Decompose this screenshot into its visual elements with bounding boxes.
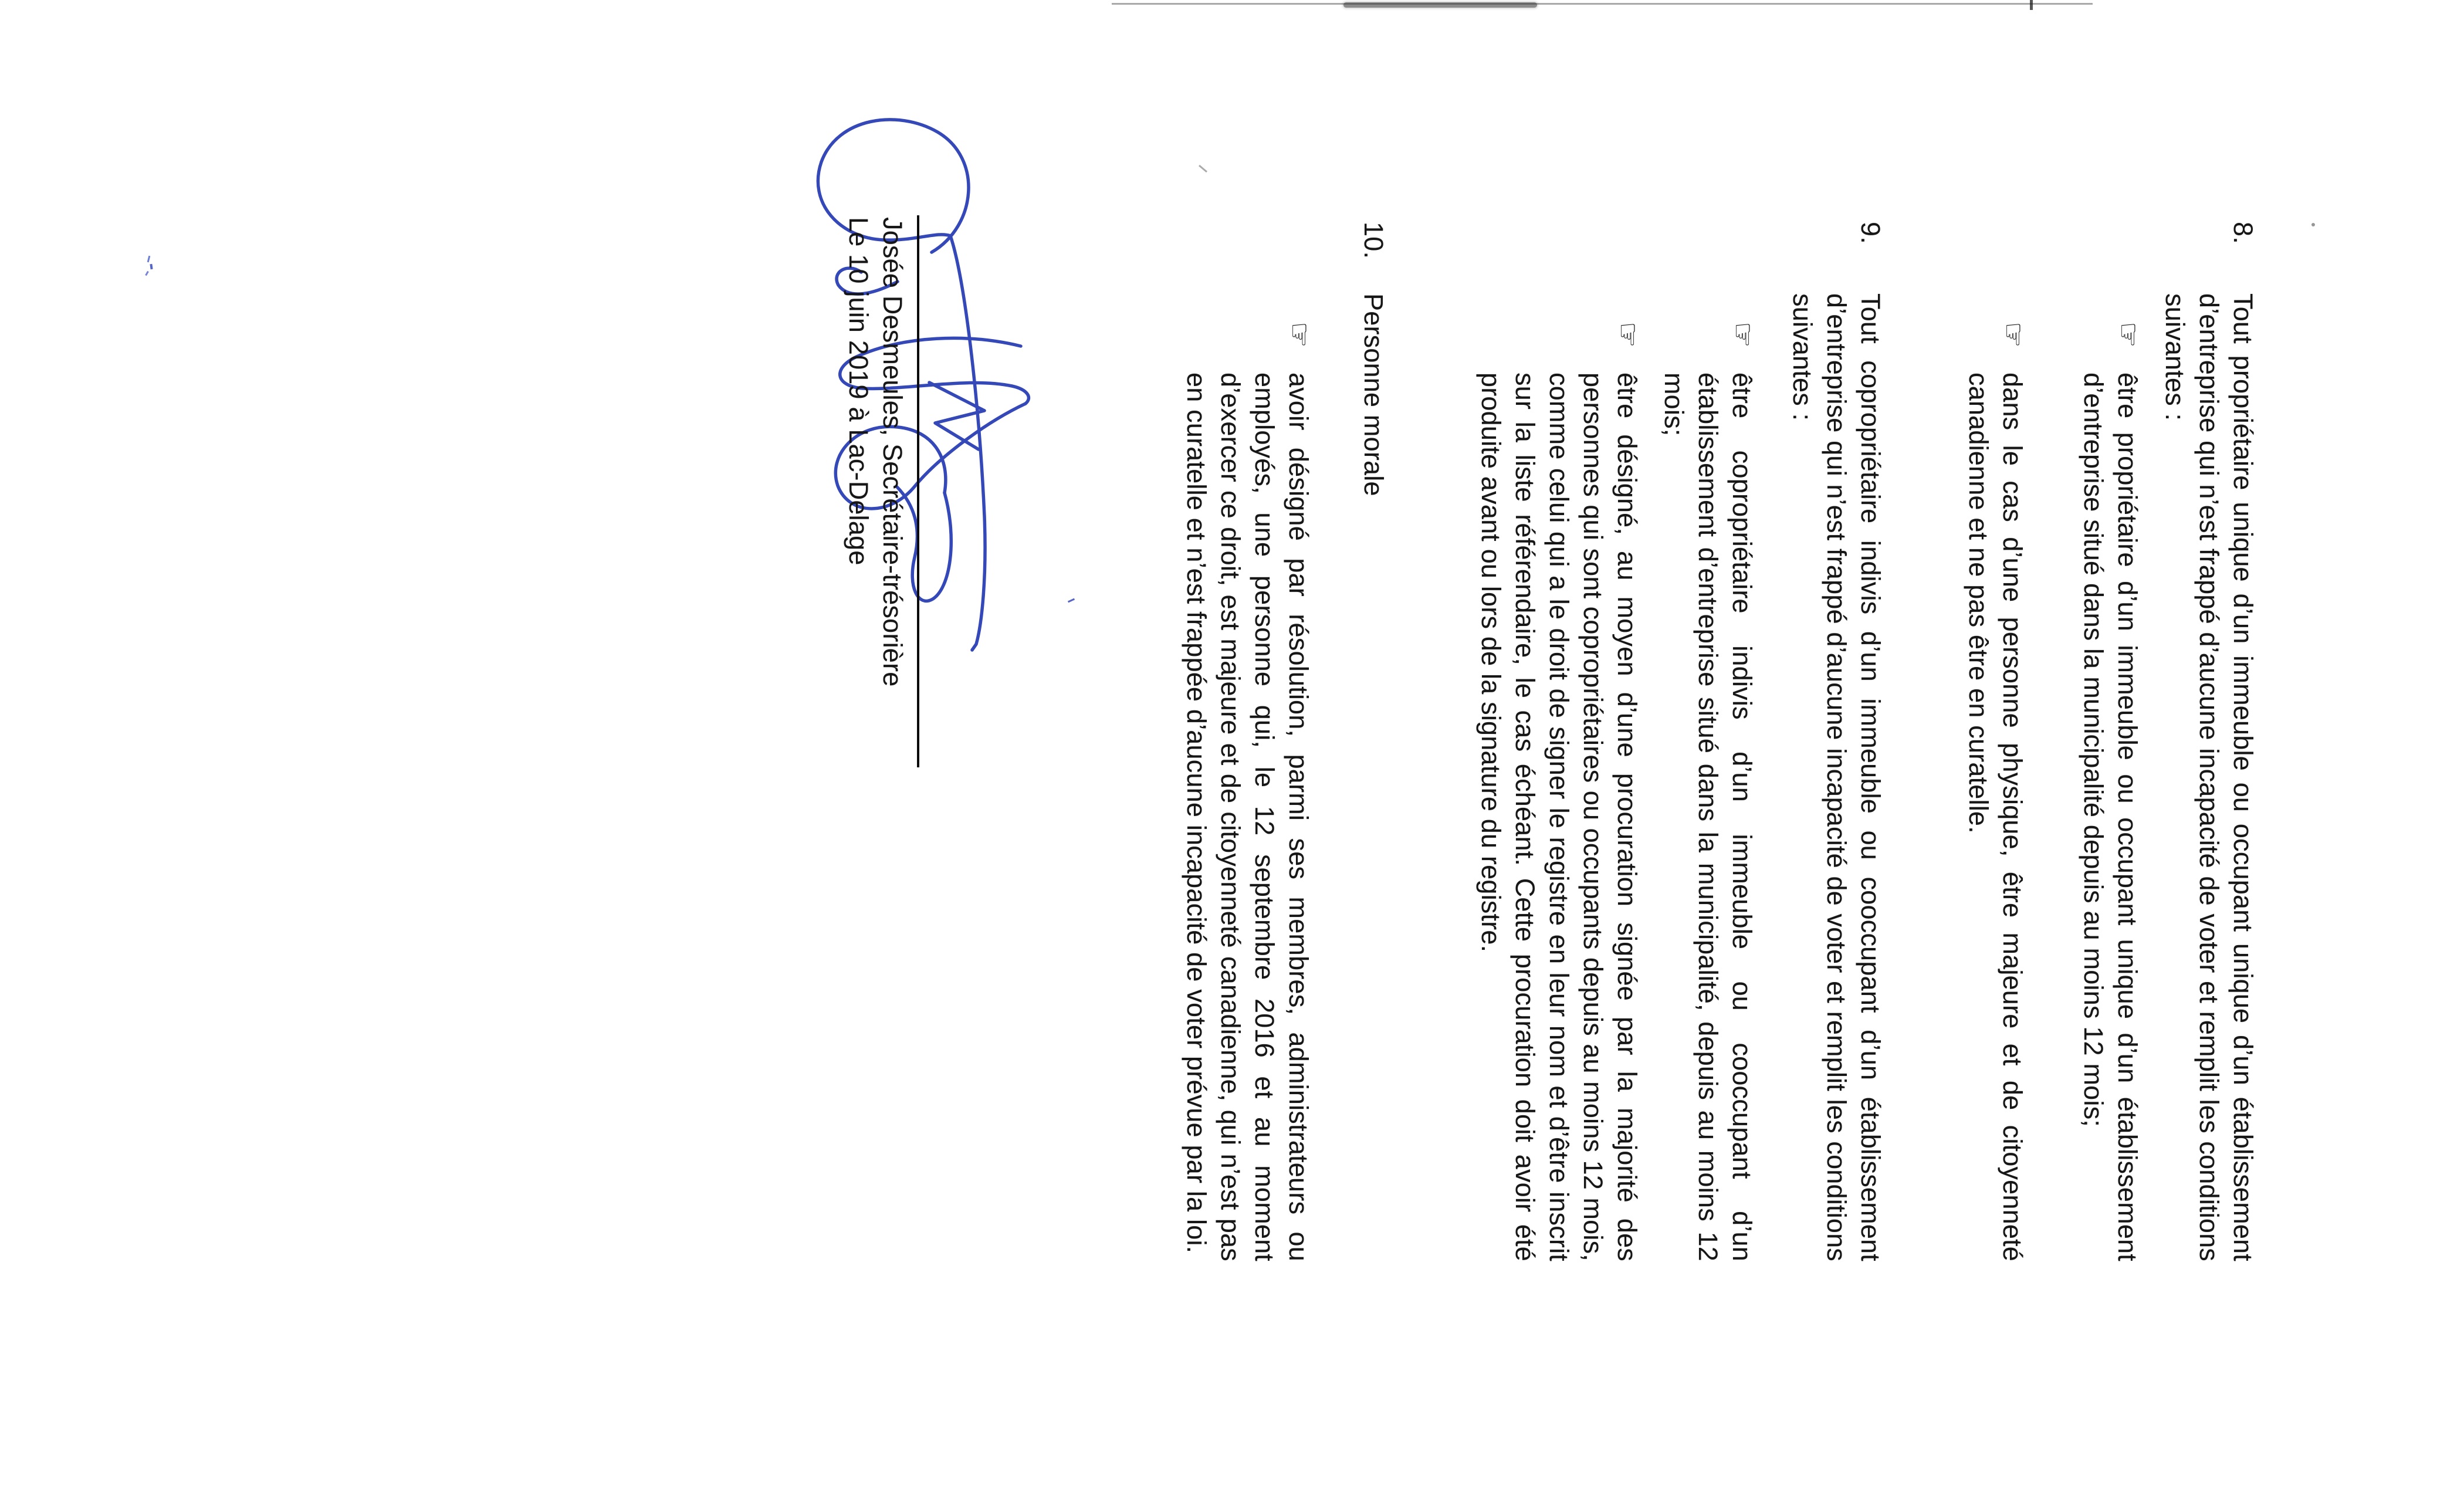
- item-heading-8: Tout propriétaire unique d’un immeuble ou occupant unique d’un établissement d’entreprise qui n’est frappé d’aucune incapacité de voter et remplit les conditions suivantes :: [2160, 293, 2258, 1269]
- scan-speck: [2311, 223, 2315, 226]
- pointing-hand-icon: ☞: [1282, 321, 1316, 348]
- signatory-name: Josée Desmeules, Secrétaire-trésorière: [878, 217, 908, 687]
- item-8-bullet-1: être propriétaire d’un immeuble ou occupant unique d’un établissement d’entreprise situé dans la municipalité depuis au moins 12 mois;: [2079, 373, 2143, 1269]
- item-heading-10: Personne morale: [1359, 293, 1389, 496]
- pointing-hand-icon: ☞: [1996, 321, 2030, 348]
- pointing-hand-icon: ☞: [1611, 321, 1645, 348]
- pointing-hand-icon: ☞: [1726, 321, 1760, 348]
- item-heading-9: Tout copropriétaire indivis d’un immeuble ou cooccupant d’un établissement d’entreprise qui n’est frappé d’aucune incapacité de voter et remplit les conditions suivantes :: [1788, 293, 1886, 1269]
- item-number-9: 9.: [1856, 222, 1886, 244]
- signature-date: Le 10 juin 2019 à Lac-Delage: [844, 217, 874, 566]
- item-number-10: 10.: [1359, 222, 1389, 259]
- scan-edge-artifact: [1112, 3, 2093, 5]
- item-number-8: 8.: [2228, 222, 2258, 244]
- item-9-bullet-1: être copropriétaire indivis d’un immeuble ou cooccupant d’un établissement d’entreprise situé dans la municipalité, depuis au moins 12 mois;: [1659, 373, 1757, 1269]
- scan-smudge-artifact: [1343, 2, 1537, 8]
- signature-line: [917, 215, 919, 767]
- pointing-hand-icon: ☞: [2111, 321, 2145, 348]
- scan-tick-artifact: [2030, 0, 2033, 10]
- item-9-bullet-2: être désigné, au moyen d’une procuration signée par la majorité des personnes qui sont copropriétaires ou occupants depuis au moins 12 mois, comme celui qui a le droit de signer le registre en leur nom et d’être inscrit sur la liste référendaire, le cas échéant. Cette procuration doit avoir été produite avant ou lors de la signature du registre.: [1476, 373, 1642, 1269]
- item-10-bullet-1: avoir désigné par résolution, parmi ses membres, administrateurs ou employés, une personne qui, le 12 septembre 2016 et au moment d’exercer ce droit, est majeure et de citoyenneté canadienne, qui n’est pas en curatelle et n’est frappée d’aucune incapacité de voter prévue par la loi.: [1182, 373, 1314, 1269]
- item-8-bullet-2: dans le cas d’une personne physique, être majeure et de citoyenneté canadienne et ne pas être en curatelle.: [1964, 373, 2028, 1269]
